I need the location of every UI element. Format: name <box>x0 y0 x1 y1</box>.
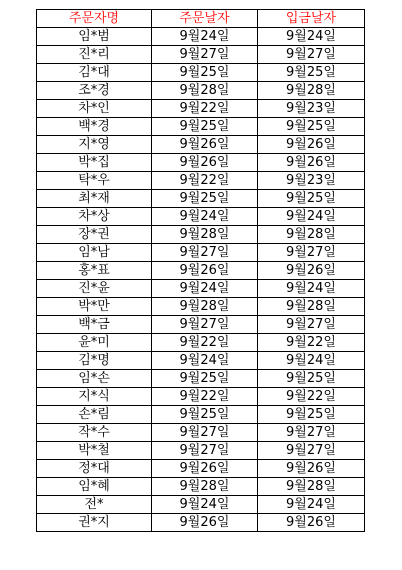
cell-name: 장*권 <box>37 226 152 244</box>
cell-deposit-date: 9월26일 <box>258 154 365 172</box>
table-row <box>37 280 365 298</box>
table-row <box>37 388 365 406</box>
table-row <box>37 460 365 478</box>
cell-deposit-date: 9월28일 <box>258 82 365 100</box>
cell-deposit-date: 9월26일 <box>258 514 365 532</box>
cell-order-date: 9월26일 <box>152 154 258 172</box>
table-row <box>37 154 365 172</box>
cell-order-date: 9월26일 <box>152 460 258 478</box>
table-row <box>37 226 365 244</box>
table-row <box>37 496 365 514</box>
cell-deposit-date: 9월22일 <box>258 388 365 406</box>
cell-deposit-date: 9월23일 <box>258 172 365 190</box>
cell-name: 정*대 <box>37 460 152 478</box>
table-row <box>37 28 365 46</box>
order-sheet <box>36 9 364 532</box>
cell-name: 백*경 <box>37 118 152 136</box>
cell-deposit-date: 9월28일 <box>258 478 365 496</box>
cell-order-date: 9월27일 <box>152 424 258 442</box>
cell-order-date: 9월24일 <box>152 208 258 226</box>
cell-name: 임*남 <box>37 244 152 262</box>
cell-deposit-date: 9월28일 <box>258 298 365 316</box>
cell-name: 탁*우 <box>37 172 152 190</box>
cell-order-date: 9월25일 <box>152 370 258 388</box>
table-row <box>37 118 365 136</box>
cell-deposit-date: 9월25일 <box>258 118 365 136</box>
cell-deposit-date: 9월24일 <box>258 352 365 370</box>
cell-name: 진*윤 <box>37 280 152 298</box>
cell-deposit-date: 9월24일 <box>258 280 365 298</box>
table-row <box>37 100 365 118</box>
cell-order-date: 9월24일 <box>152 496 258 514</box>
cell-order-date: 9월22일 <box>152 388 258 406</box>
table-body <box>37 28 365 532</box>
cell-order-date: 9월26일 <box>152 262 258 280</box>
table-row <box>37 172 365 190</box>
table-row <box>37 82 365 100</box>
cell-name: 최*재 <box>37 190 152 208</box>
table-row <box>37 478 365 496</box>
cell-name: 임*범 <box>37 28 152 46</box>
cell-name: 윤*미 <box>37 334 152 352</box>
cell-order-date: 9월22일 <box>152 100 258 118</box>
header-name: 주문자명 <box>37 10 152 28</box>
cell-order-date: 9월25일 <box>152 64 258 82</box>
cell-name: 작*수 <box>37 424 152 442</box>
cell-deposit-date: 9월24일 <box>258 28 365 46</box>
cell-name: 조*경 <box>37 82 152 100</box>
table-row <box>37 352 365 370</box>
cell-order-date: 9월28일 <box>152 298 258 316</box>
table-row <box>37 208 365 226</box>
cell-order-date: 9월22일 <box>152 172 258 190</box>
table-row <box>37 46 365 64</box>
table-row <box>37 136 365 154</box>
cell-deposit-date: 9월28일 <box>258 226 365 244</box>
cell-order-date: 9월27일 <box>152 316 258 334</box>
cell-order-date: 9월26일 <box>152 514 258 532</box>
cell-order-date: 9월28일 <box>152 226 258 244</box>
cell-name: 차*상 <box>37 208 152 226</box>
cell-order-date: 9월26일 <box>152 136 258 154</box>
cell-name: 진*리 <box>37 46 152 64</box>
cell-deposit-date: 9월27일 <box>258 424 365 442</box>
cell-name: 김*대 <box>37 64 152 82</box>
cell-deposit-date: 9월26일 <box>258 262 365 280</box>
cell-order-date: 9월24일 <box>152 352 258 370</box>
cell-order-date: 9월28일 <box>152 478 258 496</box>
cell-name: 박*철 <box>37 442 152 460</box>
cell-order-date: 9월22일 <box>152 334 258 352</box>
cell-deposit-date: 9월22일 <box>258 334 365 352</box>
cell-name: 차*인 <box>37 100 152 118</box>
cell-order-date: 9월27일 <box>152 244 258 262</box>
cell-name: 전* <box>37 496 152 514</box>
cell-deposit-date: 9월26일 <box>258 136 365 154</box>
cell-deposit-date: 9월27일 <box>258 316 365 334</box>
cell-deposit-date: 9월24일 <box>258 208 365 226</box>
cell-name: 김*명 <box>37 352 152 370</box>
table-row <box>37 334 365 352</box>
table-row <box>37 64 365 82</box>
cell-order-date: 9월28일 <box>152 82 258 100</box>
cell-name: 임*손 <box>37 370 152 388</box>
cell-name: 임*혜 <box>37 478 152 496</box>
table-row <box>37 406 365 424</box>
table-row <box>37 442 365 460</box>
table-row <box>37 190 365 208</box>
cell-name: 지*영 <box>37 136 152 154</box>
cell-deposit-date: 9월25일 <box>258 190 365 208</box>
cell-name: 손*림 <box>37 406 152 424</box>
cell-order-date: 9월24일 <box>152 280 258 298</box>
cell-deposit-date: 9월25일 <box>258 406 365 424</box>
cell-order-date: 9월27일 <box>152 442 258 460</box>
table-row <box>37 262 365 280</box>
table-row <box>37 298 365 316</box>
order-table <box>36 9 365 532</box>
cell-deposit-date: 9월27일 <box>258 46 365 64</box>
table-row <box>37 370 365 388</box>
cell-name: 박*집 <box>37 154 152 172</box>
cell-name: 권*지 <box>37 514 152 532</box>
table-row <box>37 244 365 262</box>
cell-name: 박*만 <box>37 298 152 316</box>
cell-order-date: 9월25일 <box>152 118 258 136</box>
cell-deposit-date: 9월25일 <box>258 64 365 82</box>
cell-deposit-date: 9월23일 <box>258 100 365 118</box>
cell-name: 지*식 <box>37 388 152 406</box>
cell-order-date: 9월27일 <box>152 46 258 64</box>
table-row <box>37 316 365 334</box>
cell-deposit-date: 9월26일 <box>258 460 365 478</box>
cell-name: 백*금 <box>37 316 152 334</box>
cell-order-date: 9월24일 <box>152 28 258 46</box>
header-order-date: 주문날자 <box>152 10 258 28</box>
cell-deposit-date: 9월25일 <box>258 370 365 388</box>
table-row <box>37 514 365 532</box>
cell-deposit-date: 9월27일 <box>258 442 365 460</box>
cell-deposit-date: 9월27일 <box>258 244 365 262</box>
header-deposit-date: 입금날자 <box>258 10 365 28</box>
cell-name: 홍*표 <box>37 262 152 280</box>
cell-order-date: 9월25일 <box>152 190 258 208</box>
header-row <box>37 10 365 28</box>
cell-order-date: 9월25일 <box>152 406 258 424</box>
cell-deposit-date: 9월24일 <box>258 496 365 514</box>
table-row <box>37 424 365 442</box>
